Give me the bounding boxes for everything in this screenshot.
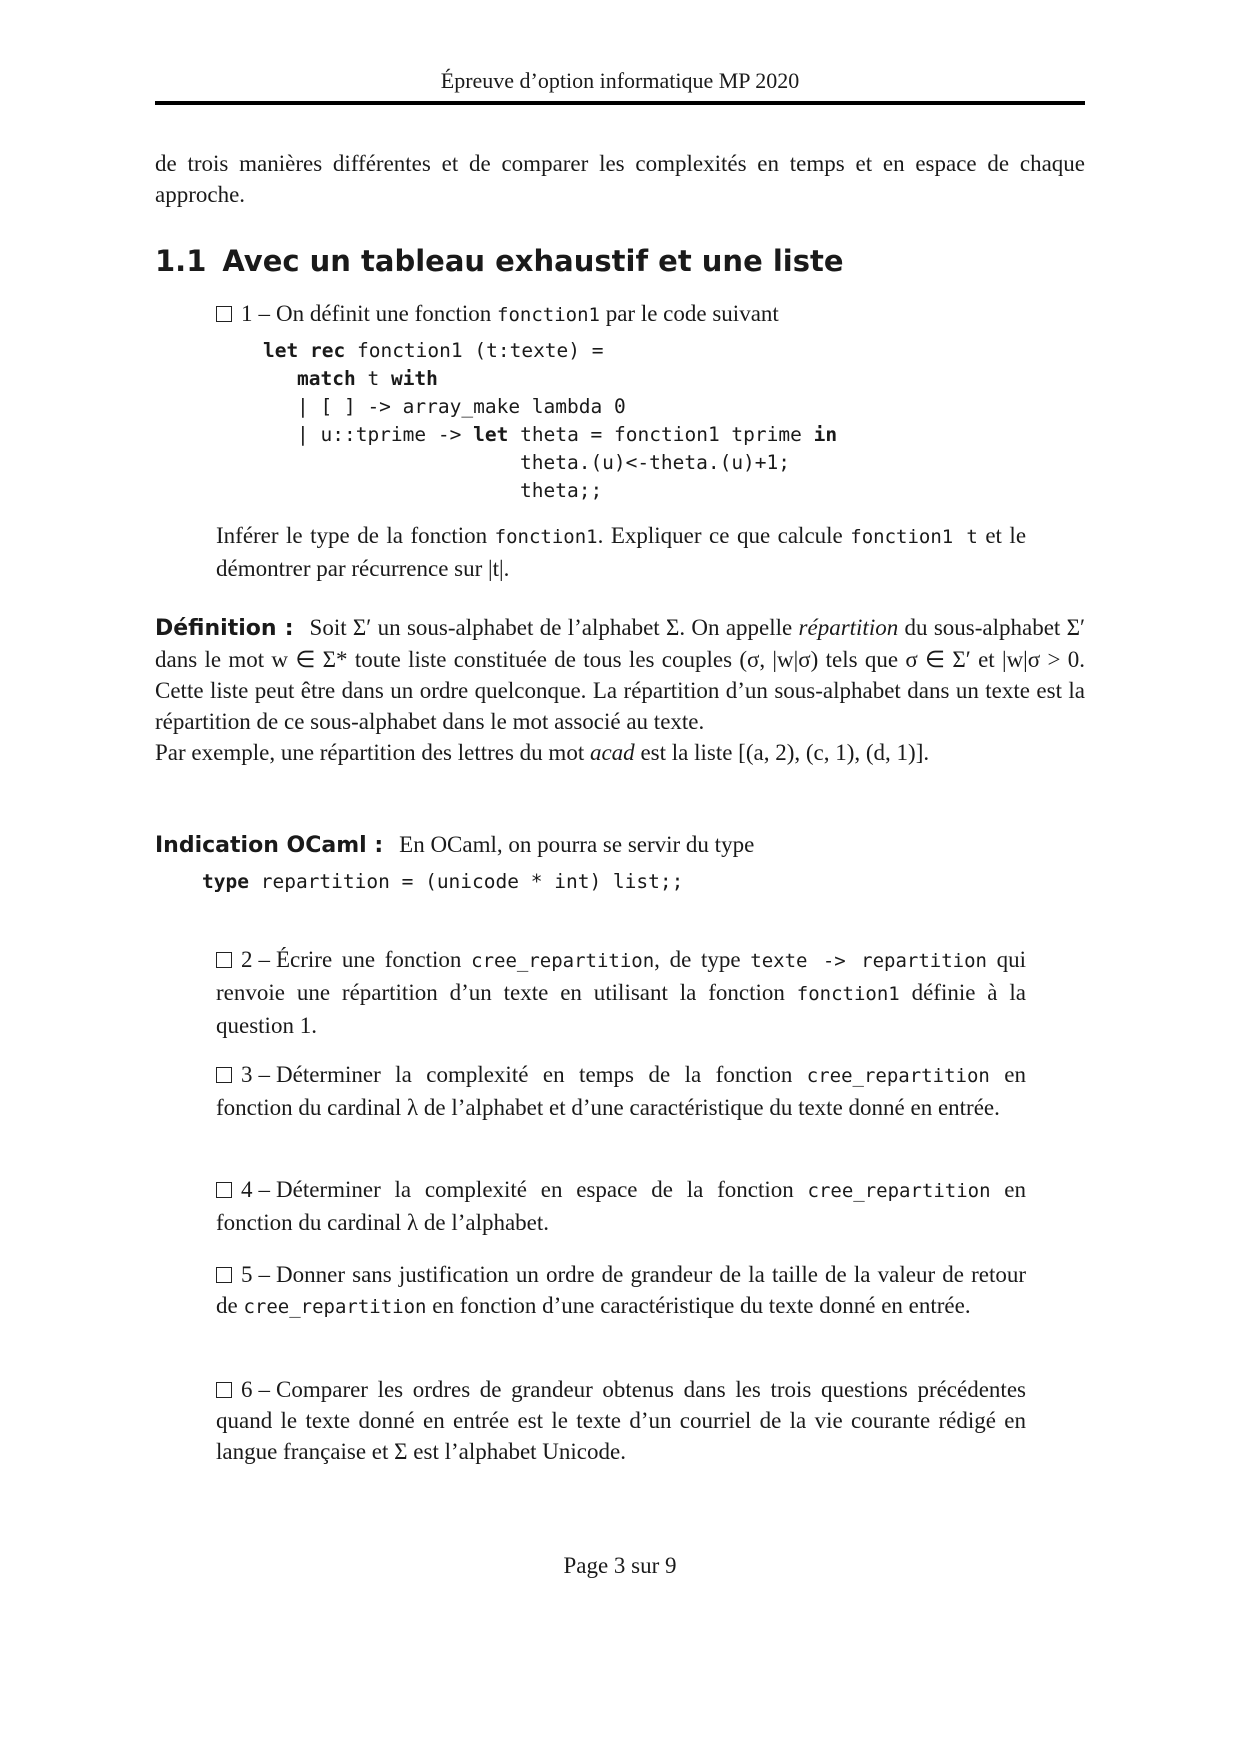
section-heading: [155, 244, 844, 278]
checkbox-icon: [216, 952, 232, 968]
question-3: 3 – Déterminer la complexité en temps de la fonction cree_repartition en fonction du cardinal λ de l’alphabet et d’une caractéristique du texte donné en entrée.: [216, 1062, 1027, 1120]
section-number: 1.1: [155, 244, 207, 278]
header-title: Épreuve d’option informatique MP 2020: [440, 68, 800, 93]
q1-fn: fonction1: [497, 304, 600, 326]
question-number: 1: [241, 301, 253, 326]
checkbox-icon: [216, 306, 232, 322]
indication-label: Indication OCaml :: [155, 833, 384, 858]
dash: –: [258, 301, 270, 326]
q1-code-line-2: match t with: [297, 367, 438, 390]
definition-term: répartition: [798, 615, 899, 640]
intro-paragraph: de trois manières différentes et de comparer les complexités en temps et en espace de chaque approche.: [155, 151, 1085, 207]
question-6: 6 – Comparer les ordres de grandeur obtenus dans les trois questions précédentes quand le texte donné en entrée est le texte d’un courriel de la vie courante rédigé en langue française et Σ est l’alphabet Unicode.: [216, 1377, 1026, 1464]
header-rule: [155, 101, 1085, 105]
definition-block: Définition : Soit Σ′ un sous-alphabet de l’alphabet Σ. On appelle répartition du sous-alphabet Σ′ dans le mot w ∈ Σ* toute liste constituée de tous les couples (σ, |w|σ) tels que σ ∈ Σ′ et |w|σ > 0. Cette liste peut être dans un ordre quelconque. La répartition d’un sous-alphabet dans un texte est la répartition de ce sous-alphabet dans le mot associé au texte. Par exemple, une répartition des lettres du mot acad est la liste [(a, 2), (c, 1), (d, 1)].: [155, 615, 1086, 765]
indication-block: Indication OCaml : En OCaml, on pourra se servir du type: [155, 832, 755, 858]
question-4: 4 – Déterminer la complexité en espace de la fonction cree_repartition en fonction du cardinal λ de l’alphabet.: [216, 1177, 1027, 1235]
checkbox-icon: [216, 1182, 232, 1198]
q1-code-line-1: let rec fonction1 (t:texte) =: [263, 339, 604, 362]
q1-followup: Inférer le type de la fonction fonction1. Expliquer ce que calcule fonction1 t et le démontrer par récurrence sur |t|.: [216, 523, 1027, 581]
q1-code-line-6: theta;;: [520, 479, 603, 502]
checkbox-icon: [216, 1382, 232, 1398]
section-title: Avec un tableau exhaustif et une liste: [222, 244, 844, 278]
checkbox-icon: [216, 1067, 232, 1083]
indication-code: type repartition = (unicode * int) list;;: [202, 870, 684, 893]
definition-label: Définition :: [155, 616, 294, 641]
question-2: 2 – Écrire une fonction cree_repartition, de type texte -> repartition qui renvoie une répartition d’un texte en utilisant la fonction fonction1 définie à la question 1.: [216, 947, 1027, 1038]
q1-code-line-5: theta.(u)<-theta.(u)+1;: [520, 451, 791, 474]
q1-text-after: par le code suivant: [605, 301, 779, 326]
question-5: 5 – Donner sans justification un ordre de grandeur de la taille de la valeur de retour de cree_repartition en fonction d’une caractéristique du texte donné en entrée.: [216, 1262, 1026, 1318]
q1-code-line-3: | [ ] -> array_make lambda 0: [297, 395, 626, 418]
q1-text: On définit une fonction: [276, 301, 492, 326]
page-footer: Page 3 sur 9: [563, 1553, 677, 1578]
q1-code-line-4: | u::tprime -> let theta = fonction1 tprime in: [297, 423, 838, 446]
checkbox-icon: [216, 1267, 232, 1283]
question-1: [216, 298, 1026, 331]
